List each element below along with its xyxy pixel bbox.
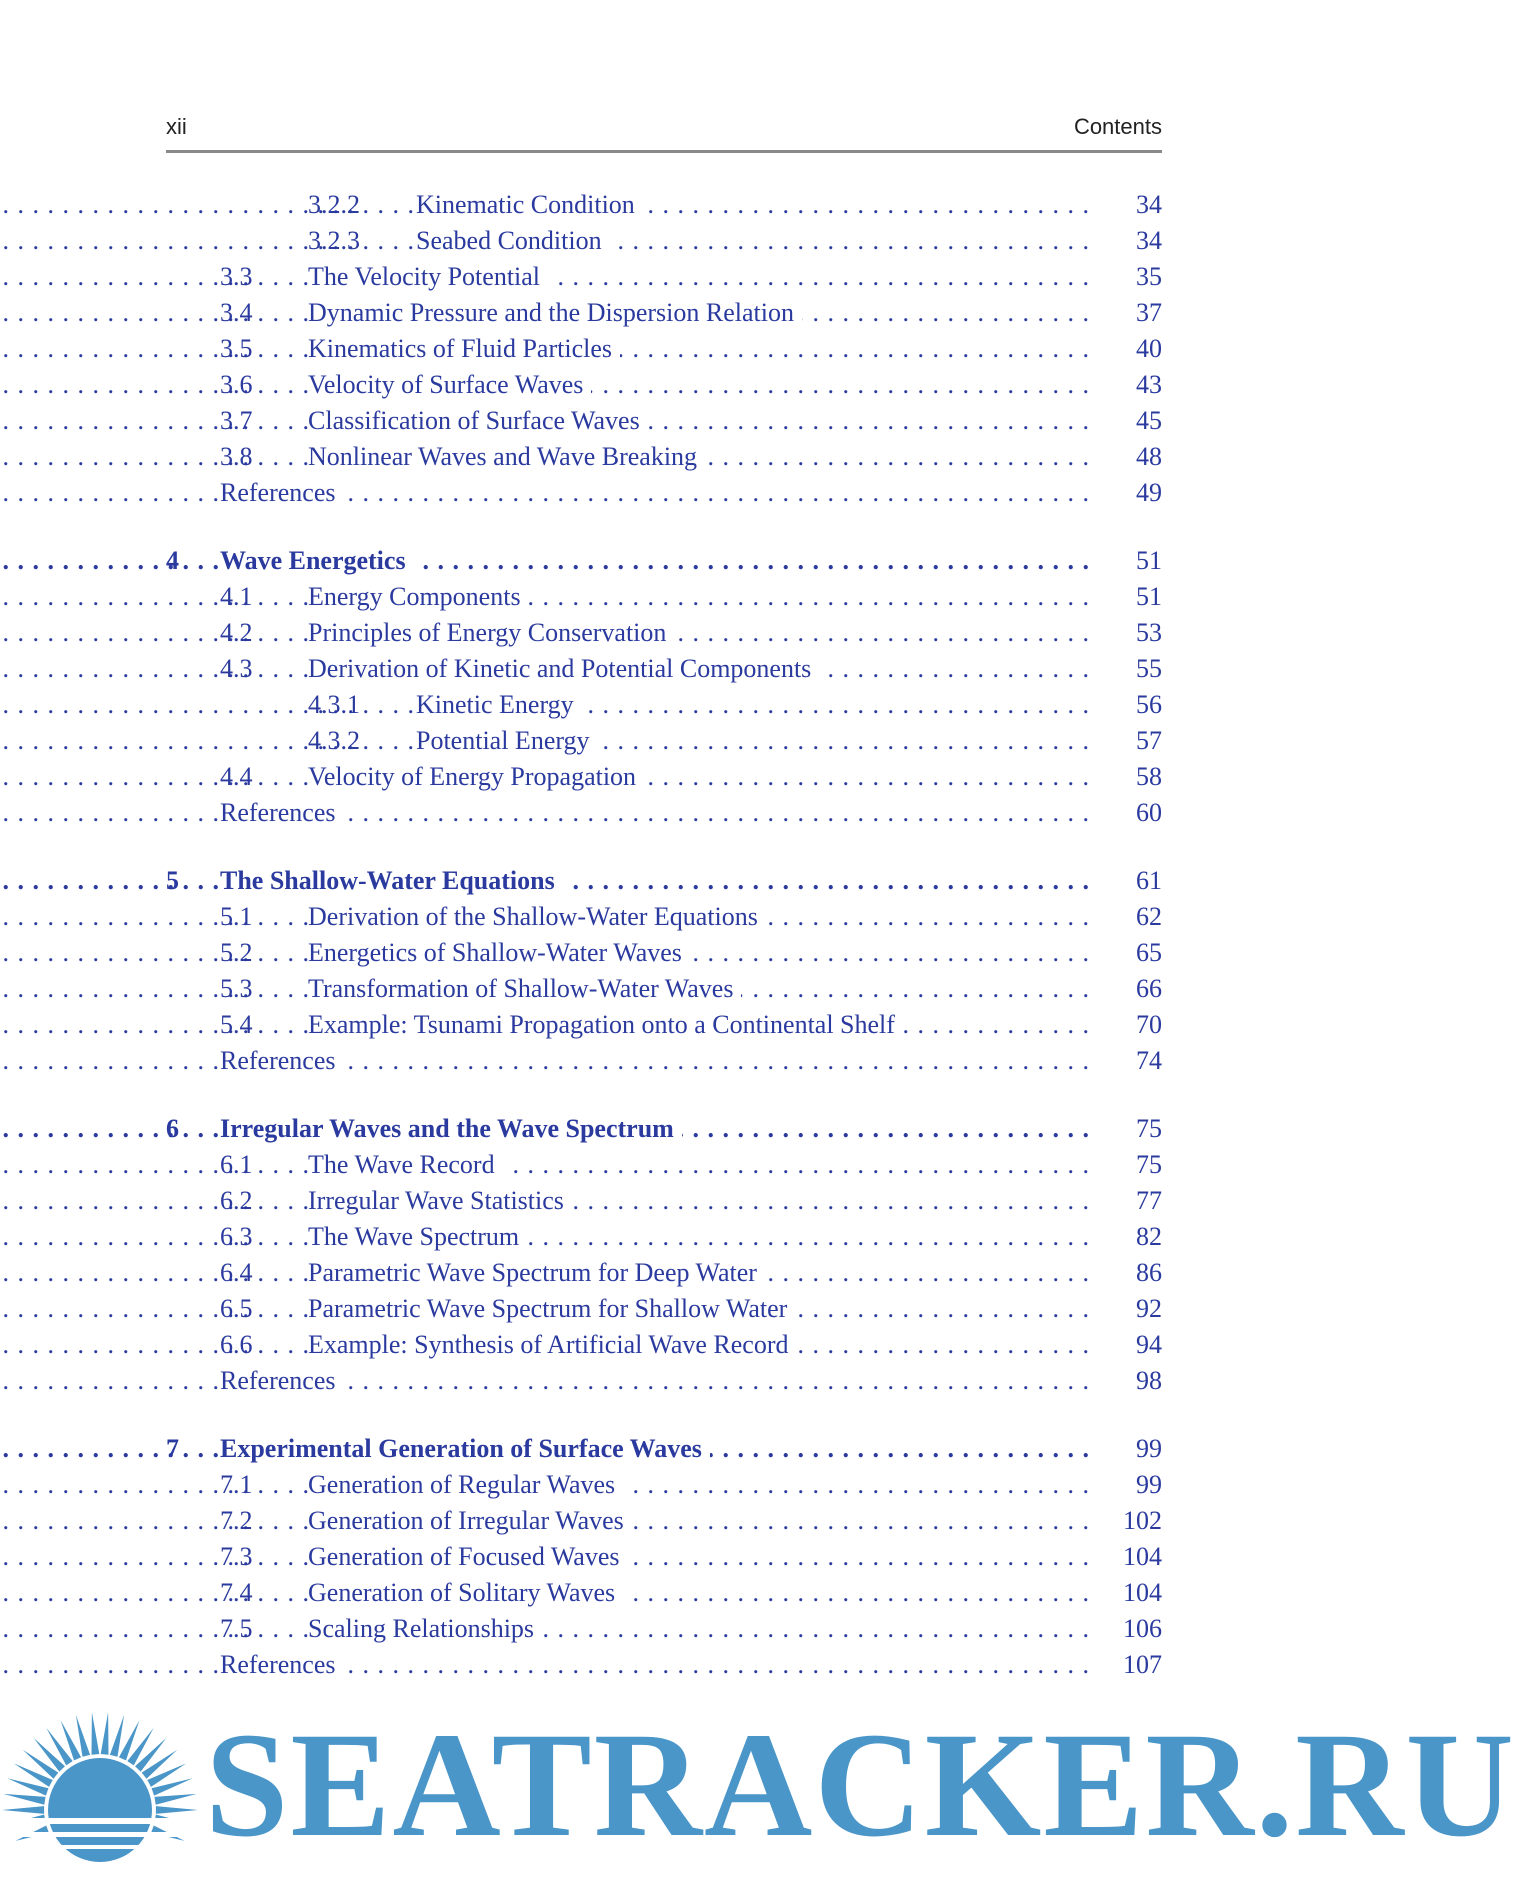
- toc-entry-title[interactable]: [308, 404, 1090, 438]
- toc-entry-title[interactable]: [220, 544, 1090, 578]
- toc-entry-number: 6.4: [220, 1258, 253, 1287]
- toc-entry-number: 6: [166, 1114, 179, 1143]
- toc-entry-page: 82: [1136, 1222, 1162, 1251]
- toc-entry-page: 92: [1136, 1294, 1162, 1323]
- toc-entry-title-text: Wave Energetics: [220, 546, 414, 575]
- toc-entry-number: 3.8: [220, 442, 253, 471]
- toc-entry-title[interactable]: [416, 224, 1090, 258]
- toc-entry-title-text: Principles of Energy Conservation: [308, 618, 674, 647]
- toc-section-entry[interactable]: [0, 404, 1323, 438]
- toc-entry-page: 62: [1136, 902, 1162, 931]
- toc-entry-page: 53: [1136, 618, 1162, 647]
- toc-entry-page: 34: [1136, 190, 1162, 219]
- toc-entry-page: 66: [1136, 974, 1162, 1003]
- toc-entry-title[interactable]: [220, 1044, 1090, 1078]
- toc-entry-title[interactable]: [308, 900, 1090, 934]
- toc-section-entry[interactable]: [0, 1184, 1323, 1218]
- sun-ray: [92, 1712, 100, 1754]
- toc-section-entry[interactable]: [0, 616, 1323, 650]
- toc-entry-title[interactable]: [308, 936, 1090, 970]
- toc-entry-title-text: The Wave Spectrum: [308, 1222, 527, 1251]
- toc-entry-page: 99: [1136, 1470, 1162, 1499]
- toc-section-entry[interactable]: [0, 1148, 1323, 1182]
- toc-entry-title[interactable]: [416, 688, 1090, 722]
- toc-entry-title-text: Energetics of Shallow-Water Waves: [308, 938, 690, 967]
- toc-entry-number: 3.7: [220, 406, 253, 435]
- toc-entry-page: 107: [1123, 1650, 1162, 1679]
- toc-entry-page: 40: [1136, 334, 1162, 363]
- toc-entry-page: 102: [1123, 1506, 1162, 1535]
- toc-entry-number: 4.3: [220, 654, 253, 683]
- toc-entry-number: 6.6: [220, 1330, 253, 1359]
- toc-section-entry[interactable]: [0, 900, 1323, 934]
- toc-entry-number: 7.3: [220, 1542, 253, 1571]
- toc-entry-page: 57: [1136, 726, 1162, 755]
- toc-entry-title[interactable]: [308, 1292, 1090, 1326]
- watermark: [0, 1690, 1516, 1890]
- toc-entry-title[interactable]: [220, 476, 1090, 510]
- toc-chapter-entry[interactable]: [0, 544, 1323, 578]
- toc-section-entry[interactable]: [0, 972, 1323, 1006]
- toc-chapter-entry[interactable]: [0, 1432, 1323, 1466]
- toc-section-entry[interactable]: [0, 296, 1323, 330]
- toc-entry-title[interactable]: [308, 616, 1090, 650]
- toc-section-entry[interactable]: [0, 1504, 1323, 1538]
- toc-entry-title[interactable]: [220, 864, 1090, 898]
- toc-entry-title[interactable]: [220, 1364, 1090, 1398]
- toc-entry-title-text: Derivation of the Shallow-Water Equations: [308, 902, 766, 931]
- toc-section-entry[interactable]: [0, 440, 1323, 474]
- toc-entry-title-text: Classification of Surface Waves: [308, 406, 648, 435]
- toc-entry-number: 5: [166, 866, 179, 895]
- toc-entry-title[interactable]: [308, 1540, 1090, 1574]
- toc-entry-number: 3.4: [220, 298, 253, 327]
- toc-entry-number: 5.4: [220, 1010, 253, 1039]
- sun-ray: [76, 1715, 90, 1757]
- toc-entry-title[interactable]: [308, 1148, 1090, 1182]
- sun-ray: [155, 1794, 197, 1805]
- toc-section-entry[interactable]: [0, 1328, 1323, 1362]
- toc-entry-number: 3.5: [220, 334, 253, 363]
- toc-entry-title-text: Velocity of Energy Propagation: [308, 762, 644, 791]
- toc-entry-title-text: Scaling Relationships: [308, 1614, 542, 1643]
- toc-entry-title[interactable]: [308, 332, 1090, 366]
- toc-entry-number: 4.1: [220, 582, 253, 611]
- toc-entry-number: 4.2: [220, 618, 253, 647]
- toc-entry-title-text: Generation of Regular Waves: [308, 1470, 623, 1499]
- toc-entry-page: 98: [1136, 1366, 1162, 1395]
- toc-entry-number: 4.3.2: [308, 726, 360, 755]
- toc-entry-title-text: Generation of Irregular Waves: [308, 1506, 632, 1535]
- toc-entry-title-text: Example: Tsunami Propagation onto a Continental Shelf: [308, 1010, 903, 1039]
- toc-entry-number: 5.3: [220, 974, 253, 1003]
- toc-entry-page: 49: [1136, 478, 1162, 507]
- toc-entry-number: 3.2.3: [308, 226, 360, 255]
- toc-entry-page: 35: [1136, 262, 1162, 291]
- sun-ray: [110, 1715, 124, 1757]
- toc-entry-page: 55: [1136, 654, 1162, 683]
- toc-entry-title-text: References: [220, 478, 343, 507]
- toc-entry-title[interactable]: [308, 652, 1090, 686]
- toc-section-entry[interactable]: [0, 1468, 1323, 1502]
- toc-entry-title[interactable]: [308, 1576, 1090, 1610]
- toc-section-entry[interactable]: [0, 260, 1323, 294]
- toc-entry-title[interactable]: [308, 440, 1090, 474]
- toc-entry-page: 70: [1136, 1010, 1162, 1039]
- toc-section-entry[interactable]: [0, 652, 1323, 686]
- toc-section-entry[interactable]: [0, 224, 1323, 258]
- toc-entry-title[interactable]: [416, 188, 1090, 222]
- toc-entry-title-text: Kinematic Condition: [416, 190, 643, 219]
- toc-entry-number: 3.2.2: [308, 190, 360, 219]
- toc-entry-number: 6.1: [220, 1150, 253, 1179]
- toc-entry-title-text: Derivation of Kinetic and Potential Components: [308, 654, 819, 683]
- toc-entry-page: 65: [1136, 938, 1162, 967]
- toc-entry-page: 94: [1136, 1330, 1162, 1359]
- toc-entry-title-text: References: [220, 798, 343, 827]
- toc-entry-number: 7.5: [220, 1614, 253, 1643]
- toc-entry-title[interactable]: [308, 1504, 1090, 1538]
- toc-entry-title[interactable]: [308, 580, 1090, 614]
- toc-entry-number: 6.5: [220, 1294, 253, 1323]
- toc-entry-title[interactable]: [308, 1008, 1090, 1042]
- sun-ray: [34, 1738, 65, 1772]
- toc-entry-number: 6.3: [220, 1222, 253, 1251]
- sun-ray: [156, 1806, 198, 1814]
- sun-logo-icon: [0, 1700, 200, 1890]
- toc-section-entry[interactable]: [0, 760, 1323, 794]
- toc-entry-page: 56: [1136, 690, 1162, 719]
- toc-section-entry[interactable]: [0, 1292, 1323, 1326]
- toc-references-entry[interactable]: [0, 476, 1323, 510]
- toc-entry-page: 74: [1136, 1046, 1162, 1075]
- toc-entry-title[interactable]: [308, 1328, 1090, 1362]
- toc-entry-title[interactable]: [220, 1112, 1090, 1146]
- toc-section-entry[interactable]: [0, 688, 1323, 722]
- toc-entry-title[interactable]: [416, 724, 1090, 758]
- toc-entry-title-text: Nonlinear Waves and Wave Breaking: [308, 442, 705, 471]
- page-number: xii: [166, 114, 187, 139]
- toc-entry-title-text: Parametric Wave Spectrum for Shallow Water: [308, 1294, 795, 1323]
- running-title: Contents: [1073, 114, 1162, 139]
- toc-entry-number: 7.1: [220, 1470, 253, 1499]
- toc-entry-title-text: Seabed Condition: [416, 226, 610, 255]
- toc-entry-number: 3.3: [220, 262, 253, 291]
- toc-entry-number: 7.4: [220, 1578, 253, 1607]
- toc-entry-page: 75: [1136, 1150, 1162, 1179]
- toc-entry-title[interactable]: [308, 972, 1090, 1006]
- toc-entry-title-text: References: [220, 1046, 343, 1075]
- sun-ray: [2, 1806, 44, 1814]
- toc-entry-title-text: Velocity of Surface Waves: [308, 370, 591, 399]
- toc-references-entry[interactable]: [0, 1648, 1323, 1682]
- toc-entry-page: 104: [1123, 1542, 1162, 1571]
- toc-entry-title-text: References: [220, 1650, 343, 1679]
- toc-entry-title[interactable]: [220, 1648, 1090, 1682]
- toc-entry-title[interactable]: [308, 1468, 1090, 1502]
- toc-entry-page: 51: [1136, 546, 1162, 575]
- watermark-text: SEATRACKER.RU: [205, 1702, 1516, 1868]
- toc-section-entry[interactable]: [0, 188, 1323, 222]
- toc-section-entry[interactable]: [0, 1540, 1323, 1574]
- toc-section-entry[interactable]: [0, 1576, 1323, 1610]
- toc-entry-page: 104: [1123, 1578, 1162, 1607]
- toc-entry-number: 4.4: [220, 762, 253, 791]
- toc-entry-title-text: Irregular Waves and the Wave Spectrum: [220, 1114, 682, 1143]
- toc-entry-number: 7.2: [220, 1506, 253, 1535]
- toc-references-entry[interactable]: [0, 1044, 1323, 1078]
- toc-entry-page: 86: [1136, 1258, 1162, 1287]
- toc-entry-title-text: Transformation of Shallow-Water Waves: [308, 974, 741, 1003]
- toc-entry-page: 48: [1136, 442, 1162, 471]
- toc-entry-page: 106: [1123, 1614, 1162, 1643]
- toc-section-entry[interactable]: [0, 724, 1323, 758]
- toc-entry-page: 34: [1136, 226, 1162, 255]
- toc-entry-title-text: Irregular Wave Statistics: [308, 1186, 572, 1215]
- sun-ray: [3, 1794, 45, 1805]
- toc-entry-number: 4.3.1: [308, 690, 360, 719]
- toc-entry-page: 43: [1136, 370, 1162, 399]
- toc-section-entry[interactable]: [0, 1220, 1323, 1254]
- toc-entry-title-text: The Shallow-Water Equations: [220, 866, 563, 895]
- toc-entry-title-text: Example: Synthesis of Artificial Wave Record: [308, 1330, 796, 1359]
- toc-entry-title-text: The Velocity Potential: [308, 262, 548, 291]
- toc-chapter-entry[interactable]: [0, 864, 1323, 898]
- sun-ray: [142, 1750, 178, 1779]
- toc-entry-title[interactable]: [308, 1220, 1090, 1254]
- toc-entry-page: 51: [1136, 582, 1162, 611]
- toc-section-entry[interactable]: [0, 1612, 1323, 1646]
- toc-entry-page: 75: [1136, 1114, 1162, 1143]
- toc-entry-title[interactable]: [220, 1432, 1090, 1466]
- toc-entry-title[interactable]: [308, 260, 1090, 294]
- toc-entry-number: 4: [166, 546, 179, 575]
- toc-references-entry[interactable]: [0, 796, 1323, 830]
- toc-entry-page: 58: [1136, 762, 1162, 791]
- toc-section-entry[interactable]: [0, 1008, 1323, 1042]
- toc-entry-title[interactable]: [308, 1256, 1090, 1290]
- toc-entry-title-text: Energy Components: [308, 582, 529, 611]
- toc-entry-title[interactable]: [308, 1612, 1090, 1646]
- toc-entry-page: 99: [1136, 1434, 1162, 1463]
- toc-entry-title-text: Kinetic Energy: [416, 690, 582, 719]
- toc-entry-number: 5.2: [220, 938, 253, 967]
- toc-entry-title-text: Experimental Generation of Surface Waves: [220, 1434, 710, 1463]
- toc-entry-title[interactable]: [220, 796, 1090, 830]
- toc-section-entry[interactable]: [0, 1256, 1323, 1290]
- toc-entry-title[interactable]: [308, 368, 1090, 402]
- toc-section-entry[interactable]: [0, 332, 1323, 366]
- toc-entry-title-text: Potential Energy: [416, 726, 598, 755]
- toc-entry-number: 5.1: [220, 902, 253, 931]
- toc-chapter-entry[interactable]: [0, 1112, 1323, 1146]
- toc-entry-title[interactable]: [308, 760, 1090, 794]
- toc-entry-title-text: Dynamic Pressure and the Dispersion Relation: [308, 298, 802, 327]
- toc-entry-title-text: References: [220, 1366, 343, 1395]
- sun-ray: [101, 1712, 109, 1754]
- sun-ray: [23, 1750, 59, 1779]
- toc-entry-title[interactable]: [308, 1184, 1090, 1218]
- toc-entry-title-text: Kinematics of Fluid Particles: [308, 334, 620, 363]
- toc-section-entry[interactable]: [0, 580, 1323, 614]
- sun-ray: [135, 1738, 166, 1772]
- toc-entry-title-text: The Wave Record: [308, 1150, 503, 1179]
- toc-entry-page: 77: [1136, 1186, 1162, 1215]
- toc-entry-title[interactable]: [308, 296, 1090, 330]
- toc-entry-number: 6.2: [220, 1186, 253, 1215]
- toc-section-entry[interactable]: [0, 368, 1323, 402]
- toc-references-entry[interactable]: [0, 1364, 1323, 1398]
- toc-entry-page: 61: [1136, 866, 1162, 895]
- toc-section-entry[interactable]: [0, 936, 1323, 970]
- toc-entry-page: 37: [1136, 298, 1162, 327]
- toc-entry-title-text: Parametric Wave Spectrum for Deep Water: [308, 1258, 765, 1287]
- toc-entry-number: 3.6: [220, 370, 253, 399]
- toc-entry-page: 45: [1136, 406, 1162, 435]
- toc-entry-title-text: Generation of Solitary Waves: [308, 1578, 623, 1607]
- toc-entry-page: 60: [1136, 798, 1162, 827]
- toc-entry-title-text: Generation of Focused Waves: [308, 1542, 628, 1571]
- toc-entry-number: 7: [166, 1434, 179, 1463]
